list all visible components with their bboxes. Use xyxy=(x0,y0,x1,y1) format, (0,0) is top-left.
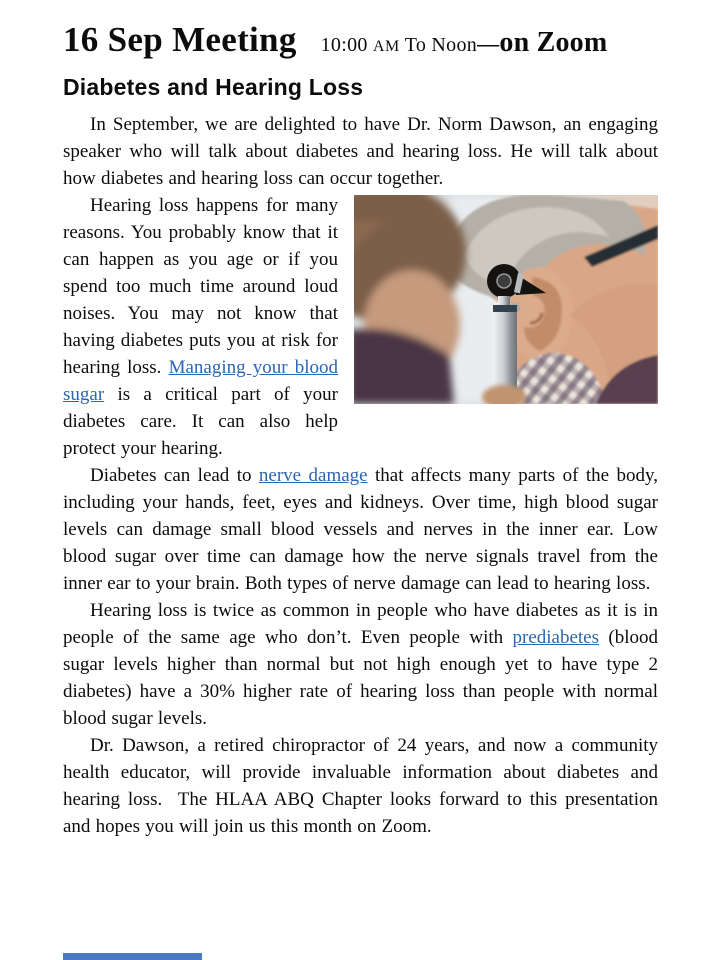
text-run: Diabetes can lead to xyxy=(90,465,259,487)
text-run: on Zoom xyxy=(499,27,608,58)
meeting-time xyxy=(320,27,608,58)
meeting-header xyxy=(63,20,658,59)
text-run: is a critical part of your diabetes care. It can also help protect your hearing. xyxy=(63,384,338,460)
paragraph-prediabetes xyxy=(63,597,658,732)
link-prediabetes[interactable]: prediabetes xyxy=(512,627,600,649)
text-run: 10:00 xyxy=(320,34,373,56)
text-run: In September, we are delighted to have Dr. Norm Dawson, an engaging speaker who will talk about diabetes and hearing loss. He will talk about how diabetes and hearing loss can occur together. xyxy=(63,114,658,190)
text-run: — xyxy=(477,31,500,56)
article-heading: Diabetes and Hearing Loss xyxy=(63,74,364,101)
ear-exam-photo-illustration xyxy=(354,195,658,404)
link-nerve-damage[interactable]: nerve damage xyxy=(258,465,368,487)
meeting-title: 16 Sep Meeting xyxy=(63,20,297,59)
text-run: (blood sugar levels higher than normal but not high enough yet to have type 2 diabetes) have a 30% higher rate of hearing loss than people with normal blood sugar levels. xyxy=(63,627,658,730)
text-run: Hearing loss is twice as common in people who have diabetes as it is in people of the same age who don’t. Even people with xyxy=(63,600,658,649)
ear-exam-photo xyxy=(354,195,658,404)
text-run: that affects many parts of the body, including your hands, feet, eyes and kidneys. Over time, high blood sugar levels can damage small blood vessels and nerves in the inner ear. Low blood sugar over time can damage how the nerve signals travel from the inner ear to your brain. Both types of nerve damage can lead to hearing loss. xyxy=(63,465,658,595)
paragraph-nerve-damage xyxy=(63,462,658,597)
text-run: Hearing loss happens for many reasons. You probably know that it can happen as you age or if you spend too much time around loud noises. You may not know that having diabetes puts you at risk for hearing loss. xyxy=(63,195,338,379)
paragraph-speaker-bio xyxy=(63,732,658,840)
cropped-next-image-strip xyxy=(63,953,202,960)
paragraph-intro xyxy=(63,111,658,192)
link-managing-blood-sugar[interactable]: Managing your blood sugar xyxy=(63,357,338,406)
text-run: To Noon xyxy=(399,34,478,56)
text-run: AM xyxy=(372,38,400,55)
text-run: Dr. Dawson, a retired chiropractor of 24 years, and now a community health educator, will provide invaluable information about diabetes and hearing loss. The HLAA ABQ Chapter looks forward to this presentation and hopes you will join us this month on Zoom. xyxy=(63,735,658,838)
